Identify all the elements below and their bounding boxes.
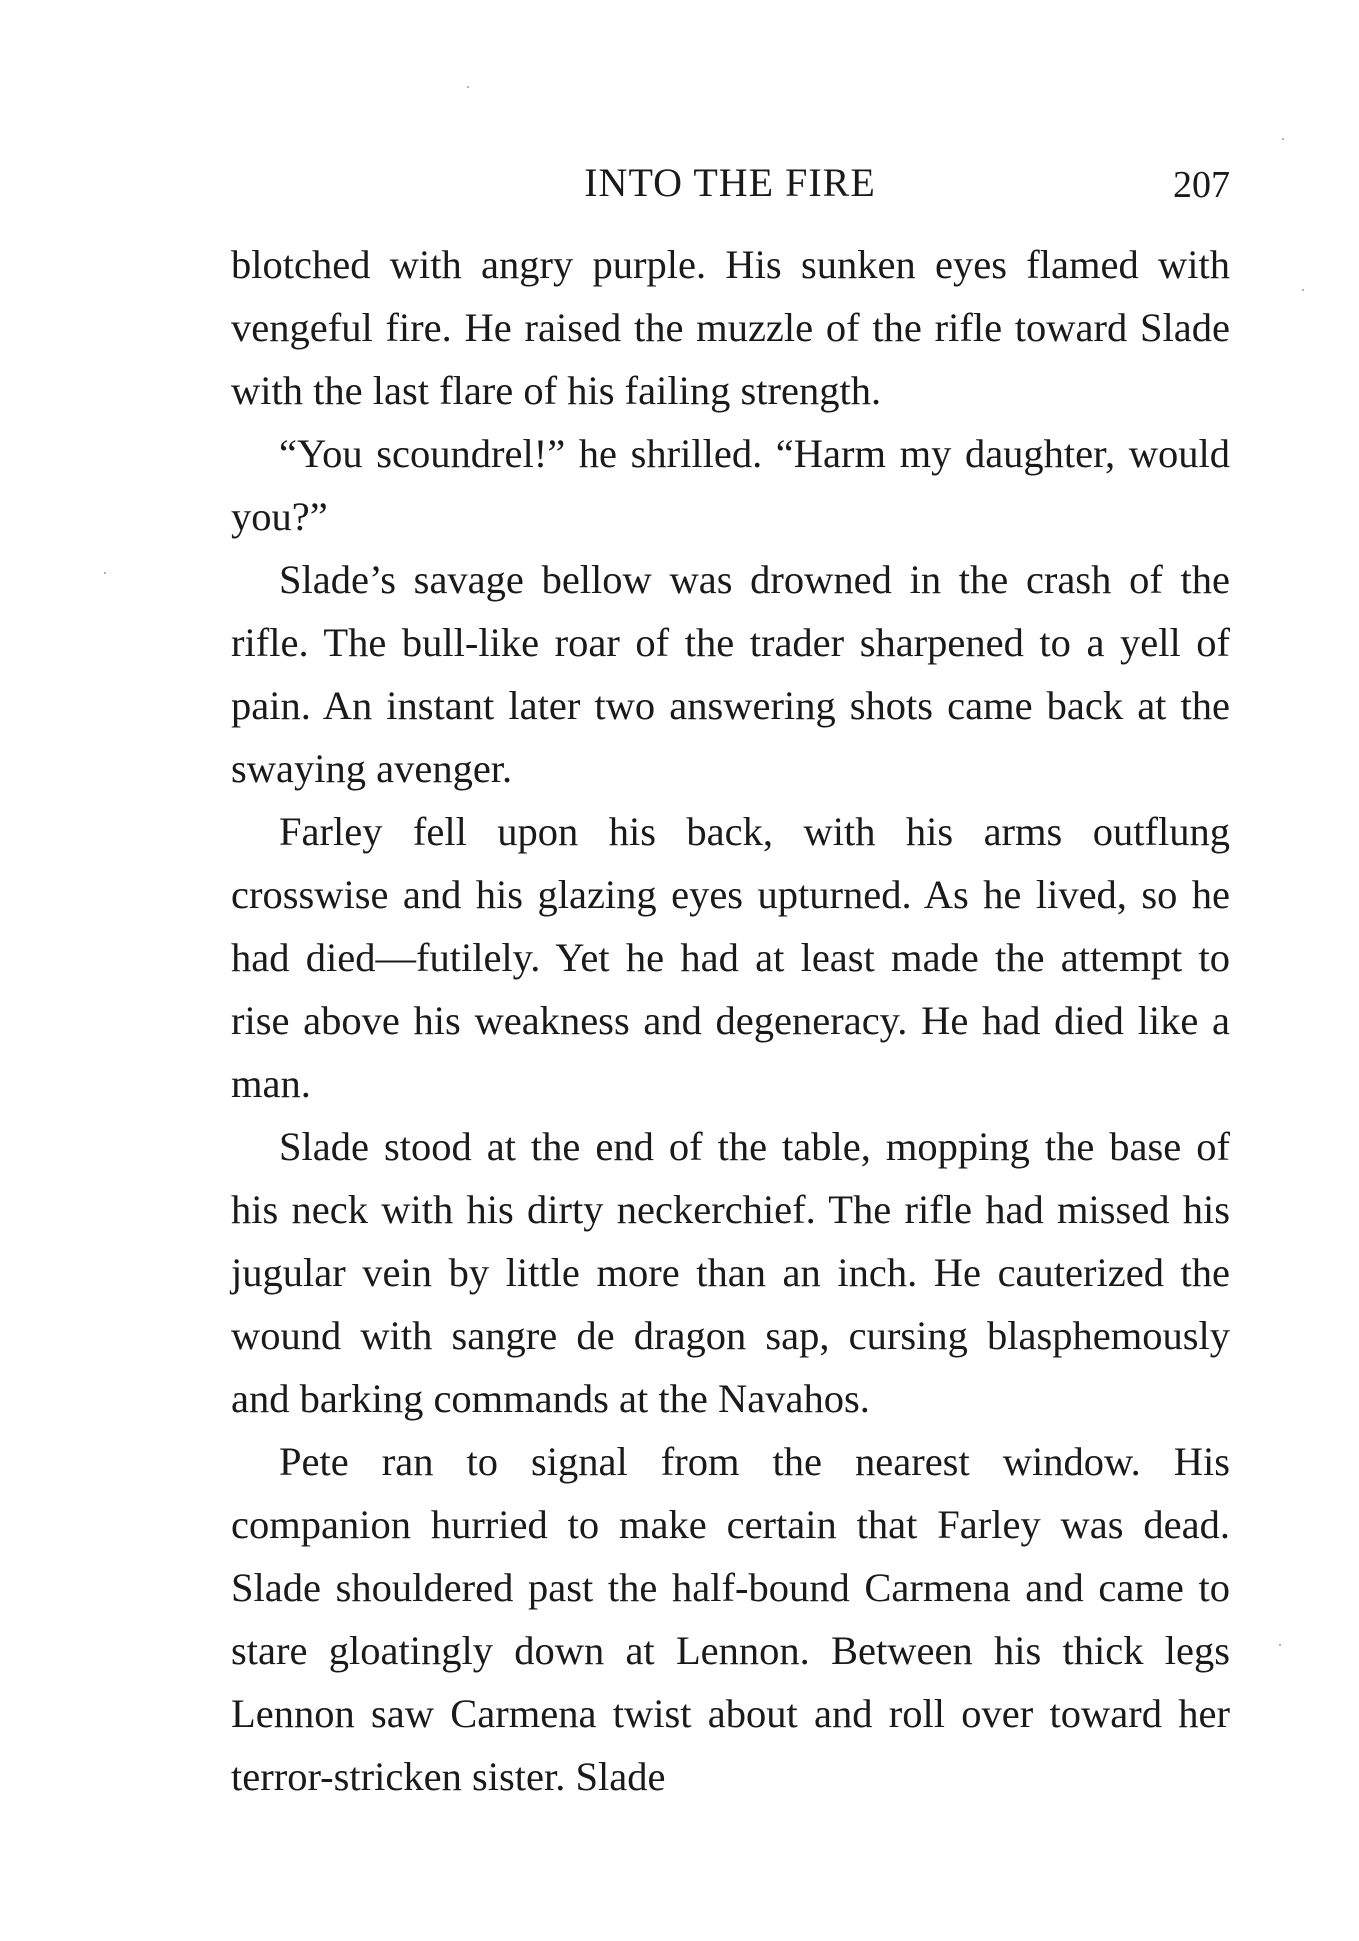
chapter-title: INTO THE FIRE (584, 160, 876, 205)
paragraph-4: Farley fell upon his back, with his arms outflung crosswise and his glazing eyes upturned. As he lived, so he had died—futilely. Yet he had at least made the attempt to rise above his weakness and degeneracy. He had died like a man. (231, 809, 1230, 1106)
page-number: 207 (1173, 164, 1230, 206)
paper-speck (467, 86, 469, 88)
body-text (231, 233, 1230, 1808)
paragraph-3: Slade’s savage bellow was drowned in the crash of the rifle. The bull-like roar of the trader sharpened to a yell of pain. An instant later two answering shots came back at the swaying avenger. (231, 557, 1230, 791)
paragraph-6: Pete ran to signal from the nearest window. His companion hurried to make certain that Farley was dead. Slade shouldered past the half-bound Carmena and came to stare gloatingly down at Lennon. Between his thick legs Lennon saw Carmena twist about and roll over toward her terror-stricken sister. Slade (231, 1439, 1230, 1799)
running-head (230, 155, 1230, 211)
paragraph-5: Slade stood at the end of the table, mopping the base of his neck with his dirty neckerchief. The rifle had missed his jugular vein by little more than an inch. He cauterized the wound with sangre de dragon sap, cursing blasphemously and barking commands at the Navahos. (231, 1124, 1230, 1421)
paper-speck (1302, 289, 1304, 291)
paper-speck (1282, 138, 1284, 140)
paragraph-2: “You scoundrel!” he shrilled. “Harm my daughter, would you?” (231, 431, 1230, 539)
paragraph-1: blotched with angry purple. His sunken eyes flamed with vengeful fire. He raised the muzzle of the rifle toward Slade with the last flare of his failing strength. (231, 242, 1230, 413)
paper-speck (104, 572, 106, 574)
paper-speck (1279, 1644, 1281, 1646)
